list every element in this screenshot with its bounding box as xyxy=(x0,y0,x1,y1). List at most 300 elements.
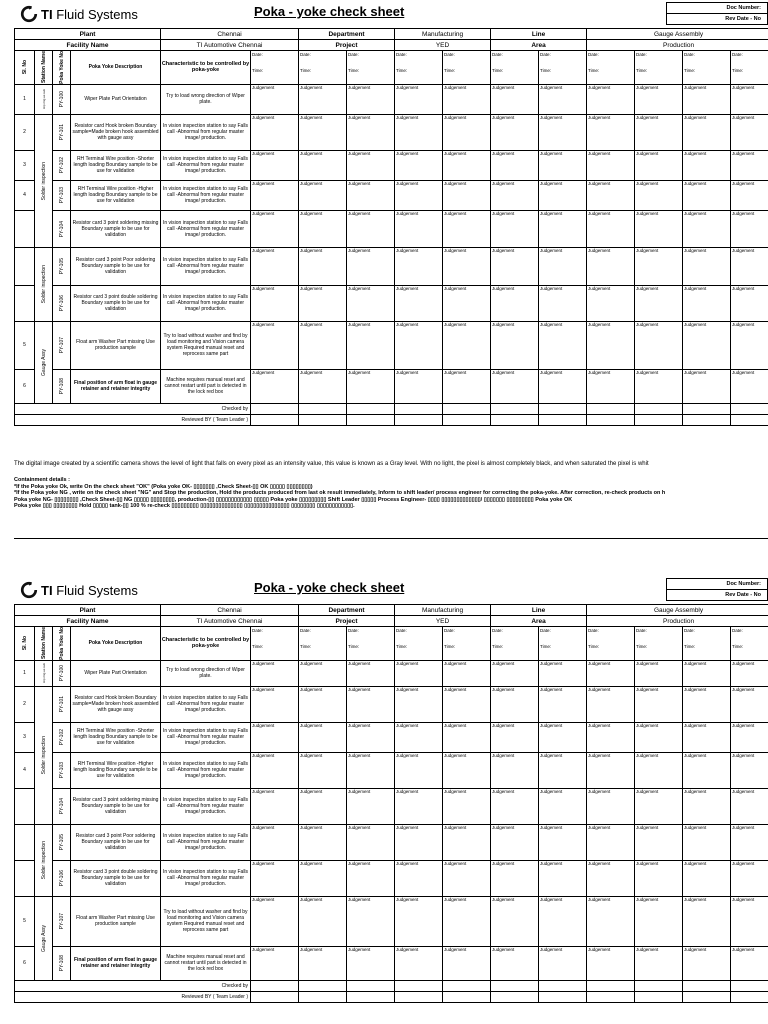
station-cell: Solder inspection xyxy=(35,247,53,321)
judgement-cell[interactable]: Judgement xyxy=(395,896,443,946)
signoff-cell[interactable] xyxy=(731,403,768,414)
judgement-cell[interactable]: Judgement xyxy=(395,946,443,980)
date-time-cell[interactable]: Date: Time: xyxy=(731,51,768,85)
signoff-cell[interactable] xyxy=(587,403,635,414)
signoff-cell[interactable] xyxy=(491,414,539,425)
judgement-cell[interactable]: Judgement xyxy=(491,285,539,321)
judgement-cell[interactable]: Judgement xyxy=(587,180,635,210)
signoff-cell[interactable] xyxy=(683,991,731,1002)
judgement-cell[interactable]: Judgement xyxy=(347,150,395,180)
characteristic-cell: In vision inspection station to say Falls call -Abnormal from regular master image/ production. xyxy=(161,722,251,752)
date-time-cell[interactable]: Date: Time: xyxy=(299,51,347,85)
date-time-cell[interactable]: Date: Time: xyxy=(539,51,587,85)
characteristic-cell: In vision inspection station to say Falls call -Abnormal from regular master image/ production. xyxy=(161,247,251,285)
judgement-cell[interactable]: Judgement xyxy=(443,210,491,247)
judgement-cell[interactable]: Judgement xyxy=(299,660,347,686)
judgement-cell[interactable]: Judgement xyxy=(731,824,768,860)
signoff-cell[interactable] xyxy=(491,403,539,414)
sl-no-cell: 4 xyxy=(15,180,35,210)
judgement-cell[interactable]: Judgement xyxy=(491,210,539,247)
judgement-cell[interactable]: Judgement xyxy=(251,788,299,824)
judgement-cell[interactable]: Judgement xyxy=(635,660,683,686)
judgement-cell[interactable]: Judgement xyxy=(683,321,731,369)
table-row xyxy=(15,285,768,321)
signoff-cell[interactable] xyxy=(395,403,443,414)
judgement-cell[interactable]: Judgement xyxy=(395,860,443,896)
judgement-cell[interactable]: Judgement xyxy=(539,285,587,321)
judgement-cell[interactable]: Judgement xyxy=(539,114,587,150)
judgement-cell[interactable]: Judgement xyxy=(491,84,539,114)
judgement-cell[interactable]: Judgement xyxy=(443,84,491,114)
signoff-cell[interactable] xyxy=(395,980,443,991)
judgement-cell[interactable]: Judgement xyxy=(443,180,491,210)
judgement-cell[interactable]: Judgement xyxy=(539,369,587,403)
date-time-cell[interactable]: Date: Time: xyxy=(347,627,395,661)
sl-no-cell: 5 xyxy=(15,896,35,946)
signoff-cell[interactable] xyxy=(251,403,299,414)
sl-no-cell: 5 xyxy=(15,321,35,369)
judgement-cell[interactable]: Judgement xyxy=(731,247,768,285)
judgement-cell[interactable]: Judgement xyxy=(587,285,635,321)
judgement-cell[interactable]: Judgement xyxy=(731,180,768,210)
judgement-cell[interactable]: Judgement xyxy=(635,824,683,860)
judgement-cell[interactable]: Judgement xyxy=(491,824,539,860)
judgement-cell[interactable]: Judgement xyxy=(443,150,491,180)
judgement-cell[interactable]: Judgement xyxy=(683,896,731,946)
judgement-cell[interactable]: Judgement xyxy=(539,896,587,946)
judgement-cell[interactable]: Judgement xyxy=(491,788,539,824)
area-label: Area xyxy=(491,40,587,51)
signoff-cell[interactable] xyxy=(539,991,587,1002)
judgement-cell[interactable]: Judgement xyxy=(635,180,683,210)
judgement-cell[interactable]: Judgement xyxy=(635,247,683,285)
date-time-cell[interactable]: Date: Time: xyxy=(539,627,587,661)
judgement-cell[interactable]: Judgement xyxy=(395,660,443,686)
col-characteristic: Characteristic to be controlled by poka-yoke xyxy=(161,51,251,85)
judgement-cell[interactable]: Judgement xyxy=(587,369,635,403)
judgement-cell[interactable]: Judgement xyxy=(731,369,768,403)
judgement-cell[interactable]: Judgement xyxy=(587,84,635,114)
judgement-cell[interactable]: Judgement xyxy=(251,824,299,860)
judgement-cell[interactable]: Judgement xyxy=(299,686,347,722)
judgement-cell[interactable]: Judgement xyxy=(347,180,395,210)
judgement-cell[interactable]: Judgement xyxy=(491,686,539,722)
judgement-cell[interactable]: Judgement xyxy=(395,686,443,722)
signoff-cell[interactable] xyxy=(299,980,347,991)
signoff-cell[interactable] xyxy=(731,414,768,425)
date-time-cell[interactable]: Date: Time: xyxy=(731,627,768,661)
judgement-cell[interactable]: Judgement xyxy=(443,321,491,369)
judgement-cell[interactable]: Judgement xyxy=(635,321,683,369)
signoff-cell[interactable] xyxy=(251,414,299,425)
judgement-cell[interactable]: Judgement xyxy=(251,752,299,788)
judgement-cell[interactable]: Judgement xyxy=(635,210,683,247)
judgement-cell[interactable]: Judgement xyxy=(443,722,491,752)
judgement-cell[interactable]: Judgement xyxy=(395,210,443,247)
judgement-cell[interactable]: Judgement xyxy=(347,114,395,150)
judgement-cell[interactable]: Judgement xyxy=(443,896,491,946)
judgement-cell[interactable]: Judgement xyxy=(683,722,731,752)
signoff-cell[interactable] xyxy=(587,980,635,991)
date-time-cell[interactable]: Date: Time: xyxy=(635,627,683,661)
signoff-cell[interactable] xyxy=(539,980,587,991)
judgement-cell[interactable]: Judgement xyxy=(683,752,731,788)
date-time-cell[interactable]: Date: Time: xyxy=(251,51,299,85)
judgement-cell[interactable]: Judgement xyxy=(251,660,299,686)
judgement-cell[interactable]: Judgement xyxy=(443,752,491,788)
judgement-cell[interactable]: Judgement xyxy=(347,285,395,321)
judgement-cell[interactable]: Judgement xyxy=(443,860,491,896)
judgement-cell[interactable]: Judgement xyxy=(299,114,347,150)
station-cell: Hip ring as sub xyxy=(35,84,53,114)
line-value: Gauge Assembly xyxy=(587,605,768,616)
judgement-cell[interactable]: Judgement xyxy=(491,946,539,980)
judgement-cell[interactable]: Judgement xyxy=(395,150,443,180)
signoff-cell[interactable] xyxy=(635,414,683,425)
judgement-cell[interactable]: Judgement xyxy=(299,752,347,788)
judgement-cell[interactable]: Judgement xyxy=(683,369,731,403)
judgement-cell[interactable]: Judgement xyxy=(299,369,347,403)
judgement-cell[interactable]: Judgement xyxy=(347,210,395,247)
judgement-cell[interactable]: Judgement xyxy=(587,788,635,824)
signoff-cell[interactable] xyxy=(587,414,635,425)
judgement-cell[interactable]: Judgement xyxy=(347,752,395,788)
date-time-cell[interactable]: Date: Time: xyxy=(395,51,443,85)
date-time-cell[interactable]: Date: Time: xyxy=(251,627,299,661)
signoff-cell[interactable] xyxy=(443,403,491,414)
judgement-cell[interactable]: Judgement xyxy=(347,247,395,285)
signoff-cell[interactable] xyxy=(395,991,443,1002)
judgement-cell[interactable]: Judgement xyxy=(299,946,347,980)
judgement-cell[interactable]: Judgement xyxy=(731,722,768,752)
judgement-cell[interactable]: Judgement xyxy=(587,660,635,686)
judgement-cell[interactable]: Judgement xyxy=(443,686,491,722)
station-cell: Solder inspection xyxy=(35,114,53,247)
signoff-cell[interactable] xyxy=(635,403,683,414)
date-time-cell[interactable]: Date: Time: xyxy=(683,51,731,85)
judgement-cell[interactable]: Judgement xyxy=(251,210,299,247)
judgement-cell[interactable]: Judgement xyxy=(299,247,347,285)
signoff-cell[interactable] xyxy=(299,414,347,425)
judgement-cell[interactable]: Judgement xyxy=(587,824,635,860)
description-cell: Float arm Washer Part missing Use production sample xyxy=(71,896,161,946)
judgement-cell[interactable]: Judgement xyxy=(731,752,768,788)
judgement-cell[interactable]: Judgement xyxy=(635,946,683,980)
judgement-cell[interactable]: Judgement xyxy=(491,369,539,403)
judgement-cell[interactable]: Judgement xyxy=(731,84,768,114)
judgement-cell[interactable]: Judgement xyxy=(539,946,587,980)
doc-info-box xyxy=(666,578,768,601)
judgement-cell[interactable]: Judgement xyxy=(731,114,768,150)
judgement-cell[interactable]: Judgement xyxy=(683,946,731,980)
judgement-cell[interactable]: Judgement xyxy=(683,247,731,285)
date-time-cell[interactable]: Date: Time: xyxy=(491,51,539,85)
judgement-cell[interactable]: Judgement xyxy=(587,686,635,722)
date-time-cell[interactable]: Date: Time: xyxy=(491,627,539,661)
judgement-cell[interactable]: Judgement xyxy=(635,686,683,722)
judgement-cell[interactable]: Judgement xyxy=(587,247,635,285)
judgement-cell[interactable]: Judgement xyxy=(347,660,395,686)
description-cell: Resistor card 3 point double soldering Boundary sample to be use for validation xyxy=(71,860,161,896)
judgement-cell[interactable]: Judgement xyxy=(731,686,768,722)
signoff-cell[interactable] xyxy=(491,980,539,991)
signoff-cell[interactable] xyxy=(683,403,731,414)
judgement-cell[interactable]: Judgement xyxy=(731,860,768,896)
judgement-cell[interactable]: Judgement xyxy=(395,788,443,824)
signoff-cell[interactable] xyxy=(251,991,299,1002)
judgement-cell[interactable]: Judgement xyxy=(491,752,539,788)
judgement-cell[interactable]: Judgement xyxy=(395,84,443,114)
judgement-cell[interactable]: Judgement xyxy=(635,84,683,114)
judgement-cell[interactable]: Judgement xyxy=(539,210,587,247)
signoff-row xyxy=(15,991,768,1002)
judgement-cell[interactable]: Judgement xyxy=(587,752,635,788)
judgement-cell[interactable]: Judgement xyxy=(635,860,683,896)
judgement-cell[interactable]: Judgement xyxy=(299,722,347,752)
judgement-cell[interactable]: Judgement xyxy=(299,150,347,180)
date-time-cell[interactable]: Date: Time: xyxy=(587,627,635,661)
judgement-cell[interactable]: Judgement xyxy=(491,180,539,210)
signoff-cell[interactable] xyxy=(683,414,731,425)
ti-logo-icon xyxy=(20,581,38,599)
judgement-cell[interactable]: Judgement xyxy=(443,946,491,980)
signoff-cell[interactable] xyxy=(491,991,539,1002)
judgement-cell[interactable]: Judgement xyxy=(683,660,731,686)
signoff-cell[interactable] xyxy=(395,414,443,425)
judgement-cell[interactable]: Judgement xyxy=(251,686,299,722)
judgement-cell[interactable]: Judgement xyxy=(731,321,768,369)
judgement-cell[interactable]: Judgement xyxy=(491,321,539,369)
judgement-cell[interactable]: Judgement xyxy=(683,686,731,722)
judgement-cell[interactable]: Judgement xyxy=(683,285,731,321)
judgement-cell[interactable]: Judgement xyxy=(251,896,299,946)
judgement-cell[interactable]: Judgement xyxy=(347,788,395,824)
rev-date-label: Rev Date - No xyxy=(725,592,761,598)
judgement-cell[interactable]: Judgement xyxy=(299,896,347,946)
judgement-cell[interactable]: Judgement xyxy=(251,369,299,403)
judgement-cell[interactable]: Judgement xyxy=(395,369,443,403)
logo-text: TI Fluid Systems xyxy=(41,6,138,22)
date-time-cell[interactable]: Date: Time: xyxy=(347,51,395,85)
signoff-cell[interactable] xyxy=(299,403,347,414)
judgement-cell[interactable]: Judgement xyxy=(635,285,683,321)
col-station-name: Station Name xyxy=(35,51,53,85)
date-time-cell[interactable]: Date: Time: xyxy=(443,51,491,85)
judgement-cell[interactable]: Judgement xyxy=(491,247,539,285)
description-cell: Wiper Plate Part Orientation xyxy=(71,660,161,686)
judgement-cell[interactable]: Judgement xyxy=(587,722,635,752)
sl-no-cell: 2 xyxy=(15,686,35,722)
judgement-cell[interactable]: Judgement xyxy=(251,946,299,980)
judgement-cell[interactable]: Judgement xyxy=(443,824,491,860)
judgement-cell[interactable]: Judgement xyxy=(347,896,395,946)
judgement-cell[interactable]: Judgement xyxy=(395,722,443,752)
judgement-cell[interactable]: Judgement xyxy=(683,210,731,247)
poka-yoke-no-cell: PY-101 xyxy=(53,686,71,722)
judgement-cell[interactable]: Judgement xyxy=(587,321,635,369)
signoff-cell[interactable] xyxy=(539,403,587,414)
judgement-cell[interactable]: Judgement xyxy=(491,722,539,752)
judgement-cell[interactable]: Judgement xyxy=(251,321,299,369)
judgement-cell[interactable]: Judgement xyxy=(587,210,635,247)
judgement-cell[interactable]: Judgement xyxy=(587,114,635,150)
judgement-cell[interactable]: Judgement xyxy=(635,896,683,946)
judgement-cell[interactable]: Judgement xyxy=(347,84,395,114)
judgement-cell[interactable]: Judgement xyxy=(491,896,539,946)
judgement-cell[interactable]: Judgement xyxy=(251,114,299,150)
judgement-cell[interactable]: Judgement xyxy=(443,660,491,686)
judgement-cell[interactable]: Judgement xyxy=(539,860,587,896)
judgement-cell[interactable]: Judgement xyxy=(539,788,587,824)
judgement-cell[interactable]: Judgement xyxy=(683,180,731,210)
col-poka-yoke-no: Poka Yoke No xyxy=(53,627,71,661)
poka-yoke-no-cell: PY-106 xyxy=(53,860,71,896)
judgement-cell[interactable]: Judgement xyxy=(443,369,491,403)
judgement-cell[interactable]: Judgement xyxy=(395,321,443,369)
judgement-cell[interactable]: Judgement xyxy=(539,686,587,722)
judgement-cell[interactable]: Judgement xyxy=(731,150,768,180)
judgement-cell[interactable]: Judgement xyxy=(491,114,539,150)
judgement-cell[interactable]: Judgement xyxy=(347,722,395,752)
date-time-cell[interactable]: Date: Time: xyxy=(299,627,347,661)
signoff-cell[interactable] xyxy=(299,991,347,1002)
signoff-cell[interactable] xyxy=(347,991,395,1002)
signoff-cell[interactable] xyxy=(635,991,683,1002)
gray-level-note: The digital image created by a scientific camera shows the level of light that falls on every pixel as an intensity value, this value is known as a Gray level. With no light, the pixel is almost completely black, and when saturated the pixel is whit xyxy=(14,461,649,467)
judgement-cell[interactable]: Judgement xyxy=(635,752,683,788)
judgement-cell[interactable]: Judgement xyxy=(731,946,768,980)
judgement-cell[interactable]: Judgement xyxy=(731,210,768,247)
judgement-cell[interactable]: Judgement xyxy=(683,860,731,896)
judgement-cell[interactable]: Judgement xyxy=(539,321,587,369)
date-time-cell[interactable]: Date: Time: xyxy=(587,51,635,85)
judgement-cell[interactable]: Judgement xyxy=(491,860,539,896)
judgement-cell[interactable]: Judgement xyxy=(587,150,635,180)
signoff-cell[interactable] xyxy=(443,414,491,425)
judgement-cell[interactable]: Judgement xyxy=(347,686,395,722)
judgement-cell[interactable]: Judgement xyxy=(683,84,731,114)
judgement-cell[interactable]: Judgement xyxy=(251,150,299,180)
judgement-cell[interactable]: Judgement xyxy=(731,660,768,686)
date-time-cell[interactable]: Date: Time: xyxy=(683,627,731,661)
judgement-cell[interactable]: Judgement xyxy=(299,788,347,824)
judgement-cell[interactable]: Judgement xyxy=(347,824,395,860)
judgement-cell[interactable]: Judgement xyxy=(299,210,347,247)
judgement-cell[interactable]: Judgement xyxy=(731,788,768,824)
judgement-cell[interactable]: Judgement xyxy=(587,896,635,946)
judgement-cell[interactable]: Judgement xyxy=(347,946,395,980)
judgement-cell[interactable]: Judgement xyxy=(539,247,587,285)
line-label: Line xyxy=(491,29,587,40)
judgement-cell[interactable]: Judgement xyxy=(299,321,347,369)
characteristic-cell: Try to load wrong direction of Wiper plate. xyxy=(161,660,251,686)
signoff-cell[interactable] xyxy=(251,980,299,991)
judgement-cell[interactable]: Judgement xyxy=(491,660,539,686)
description-cell: Resistor card 3 point Poor soldering Boundary sample to be use for validation xyxy=(71,824,161,860)
signoff-cell[interactable] xyxy=(347,414,395,425)
col-description: Poka Yoke Description xyxy=(71,627,161,661)
judgement-cell[interactable]: Judgement xyxy=(539,752,587,788)
judgement-cell[interactable]: Judgement xyxy=(587,860,635,896)
sl-no-cell xyxy=(15,285,35,321)
signoff-cell[interactable] xyxy=(683,980,731,991)
judgement-cell[interactable]: Judgement xyxy=(683,150,731,180)
judgement-cell[interactable]: Judgement xyxy=(395,180,443,210)
judgement-cell[interactable]: Judgement xyxy=(251,180,299,210)
signoff-cell[interactable] xyxy=(731,980,768,991)
judgement-cell[interactable]: Judgement xyxy=(539,824,587,860)
signoff-cell[interactable] xyxy=(347,403,395,414)
judgement-cell[interactable]: Judgement xyxy=(539,84,587,114)
judgement-cell[interactable]: Judgement xyxy=(683,114,731,150)
judgement-cell[interactable]: Judgement xyxy=(539,150,587,180)
judgement-cell[interactable]: Judgement xyxy=(683,788,731,824)
signoff-cell[interactable] xyxy=(587,991,635,1002)
judgement-cell[interactable]: Judgement xyxy=(395,247,443,285)
judgement-cell[interactable]: Judgement xyxy=(587,946,635,980)
judgement-cell[interactable]: Judgement xyxy=(539,180,587,210)
judgement-cell[interactable]: Judgement xyxy=(635,369,683,403)
signoff-cell[interactable] xyxy=(443,991,491,1002)
judgement-cell[interactable]: Judgement xyxy=(251,285,299,321)
judgement-cell[interactable]: Judgement xyxy=(395,824,443,860)
signoff-cell[interactable] xyxy=(539,414,587,425)
judgement-cell[interactable]: Judgement xyxy=(347,860,395,896)
judgement-cell[interactable]: Judgement xyxy=(731,896,768,946)
signoff-cell[interactable] xyxy=(347,980,395,991)
judgement-cell[interactable]: Judgement xyxy=(251,84,299,114)
judgement-cell[interactable]: Judgement xyxy=(395,114,443,150)
judgement-cell[interactable]: Judgement xyxy=(443,285,491,321)
poka-yoke-no-cell: PY-104 xyxy=(53,210,71,247)
judgement-cell[interactable]: Judgement xyxy=(635,150,683,180)
sl-no-cell: 6 xyxy=(15,946,35,980)
judgement-cell[interactable]: Judgement xyxy=(443,788,491,824)
judgement-cell[interactable]: Judgement xyxy=(683,824,731,860)
judgement-cell[interactable]: Judgement xyxy=(395,752,443,788)
judgement-cell[interactable]: Judgement xyxy=(635,788,683,824)
judgement-cell[interactable]: Judgement xyxy=(443,114,491,150)
judgement-cell[interactable]: Judgement xyxy=(251,247,299,285)
sl-no-cell xyxy=(15,210,35,247)
judgement-cell[interactable]: Judgement xyxy=(491,150,539,180)
judgement-cell[interactable]: Judgement xyxy=(347,369,395,403)
judgement-cell[interactable]: Judgement xyxy=(731,285,768,321)
signoff-cell[interactable] xyxy=(443,980,491,991)
judgement-cell[interactable]: Judgement xyxy=(539,660,587,686)
judgement-cell[interactable]: Judgement xyxy=(443,247,491,285)
judgement-cell[interactable]: Judgement xyxy=(299,824,347,860)
description-cell: Float arm Washer Part missing Use production sample xyxy=(71,321,161,369)
judgement-cell[interactable]: Judgement xyxy=(395,285,443,321)
signoff-cell[interactable] xyxy=(635,980,683,991)
judgement-cell[interactable]: Judgement xyxy=(635,114,683,150)
judgement-cell[interactable]: Judgement xyxy=(299,860,347,896)
signoff-cell[interactable] xyxy=(731,991,768,1002)
date-time-cell[interactable]: Date: Time: xyxy=(443,627,491,661)
judgement-cell[interactable]: Judgement xyxy=(251,722,299,752)
judgement-cell[interactable]: Judgement xyxy=(251,860,299,896)
col-characteristic: Characteristic to be controlled by poka-yoke xyxy=(161,627,251,661)
judgement-cell[interactable]: Judgement xyxy=(539,722,587,752)
judgement-cell[interactable]: Judgement xyxy=(635,722,683,752)
judgement-cell[interactable]: Judgement xyxy=(299,180,347,210)
judgement-cell[interactable]: Judgement xyxy=(347,321,395,369)
date-time-cell[interactable]: Date: Time: xyxy=(395,627,443,661)
judgement-cell[interactable]: Judgement xyxy=(299,285,347,321)
judgement-cell[interactable]: Judgement xyxy=(299,84,347,114)
date-time-cell[interactable]: Date: Time: xyxy=(635,51,683,85)
